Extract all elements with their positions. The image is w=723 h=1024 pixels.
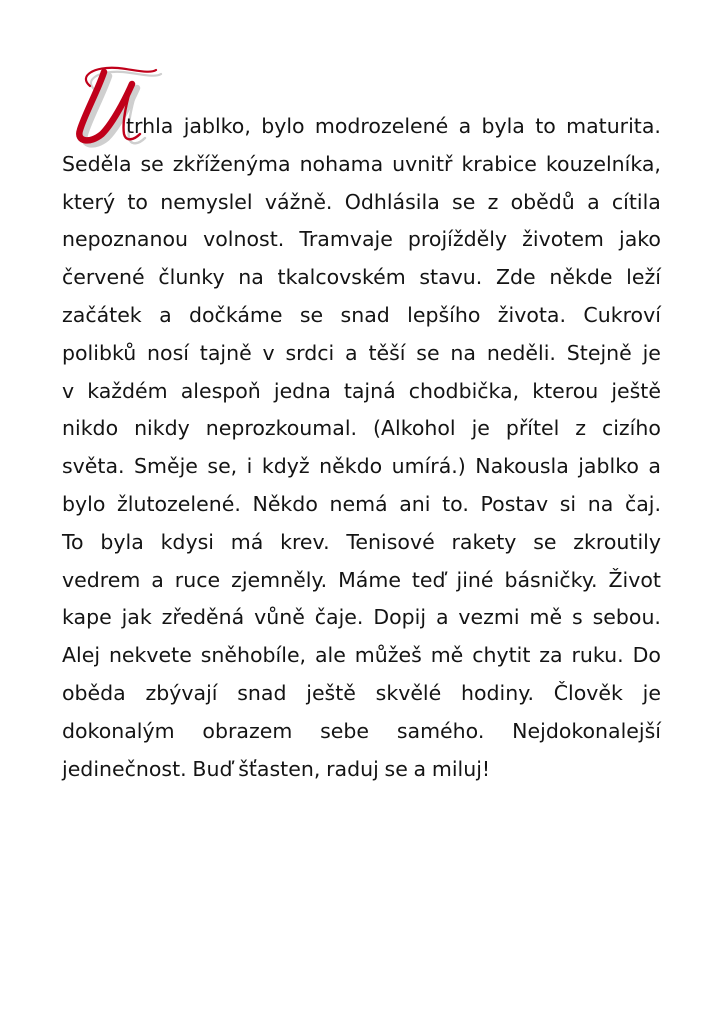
word: vůně xyxy=(254,605,305,630)
word: sebou. xyxy=(592,605,661,630)
word: žlutozelené. xyxy=(117,491,241,516)
word: těší xyxy=(368,340,406,365)
word: byla xyxy=(100,529,144,554)
word: a xyxy=(345,340,358,365)
word: neprozkoumal. xyxy=(205,416,358,441)
word: Zde xyxy=(495,265,536,290)
paragraph-line xyxy=(62,259,661,297)
word: samého. xyxy=(396,718,485,743)
word: a xyxy=(648,454,661,479)
paragraph-line xyxy=(62,637,661,675)
word: je xyxy=(642,680,661,705)
word: jedinečnost. xyxy=(62,756,187,781)
word: dokonalým xyxy=(62,718,175,743)
word: chodbička, xyxy=(408,378,520,403)
word: vezmi xyxy=(458,605,520,630)
word: vážně. xyxy=(264,189,333,214)
word: člunky xyxy=(158,265,225,290)
word: si xyxy=(559,491,577,516)
word: Člověk xyxy=(553,680,623,705)
word: z xyxy=(575,416,586,441)
word: Nakousla xyxy=(475,454,569,479)
word: cizího xyxy=(601,416,661,441)
word: se xyxy=(299,302,324,327)
paragraph-line xyxy=(62,335,661,373)
word: ještě xyxy=(611,378,661,403)
word: kape xyxy=(62,605,112,630)
word: a xyxy=(458,114,472,138)
word: každém xyxy=(87,378,168,403)
word: bylo xyxy=(261,114,305,138)
word: lepšího xyxy=(407,302,481,327)
word: nosí xyxy=(147,340,189,365)
word: životem xyxy=(522,227,604,252)
word: zkroutily xyxy=(573,529,661,554)
word: se xyxy=(416,340,440,365)
word: Do xyxy=(632,643,661,668)
word: někdo xyxy=(319,454,383,479)
word: jedna xyxy=(273,378,331,403)
word: jiné xyxy=(456,567,494,592)
paragraph-line xyxy=(62,297,661,335)
word: čaj. xyxy=(624,491,661,516)
word: projížděly xyxy=(407,227,508,252)
word: začátek xyxy=(62,302,142,327)
word: Směje xyxy=(134,454,198,479)
word: to xyxy=(535,114,556,138)
paragraph-line xyxy=(62,675,661,713)
word: krev. xyxy=(280,529,330,554)
word: a xyxy=(413,756,427,781)
word: a xyxy=(587,189,600,214)
word: Dopij xyxy=(373,605,427,630)
word: stavu. xyxy=(419,265,483,290)
word: to. xyxy=(442,491,469,516)
word: života. xyxy=(497,302,567,327)
word: nikdo xyxy=(62,416,119,441)
word: v xyxy=(262,340,275,365)
word: s xyxy=(572,605,583,630)
word: jablko xyxy=(578,454,639,479)
word: ještě xyxy=(306,680,356,705)
word: maturita. xyxy=(566,114,661,138)
word: Buď xyxy=(192,756,233,781)
word: chytit xyxy=(472,643,531,668)
word: trhla xyxy=(126,114,174,138)
word: jak xyxy=(121,605,152,630)
word: polibků xyxy=(62,340,137,365)
paragraph-line xyxy=(62,373,661,411)
paragraph-line xyxy=(62,713,661,751)
word: za xyxy=(539,643,563,668)
word: na xyxy=(587,491,614,516)
word: nepoznanou xyxy=(62,227,189,252)
word: umírá.) xyxy=(391,454,466,479)
word: alespoň xyxy=(180,378,261,403)
word: cítila xyxy=(611,189,661,214)
paragraph-line xyxy=(62,448,661,486)
word: Život xyxy=(608,567,661,592)
word: čaje. xyxy=(314,605,364,630)
word: tajně xyxy=(199,340,252,365)
word: jablko, xyxy=(183,114,251,138)
paragraph-line xyxy=(62,410,661,448)
word: byla xyxy=(481,114,525,138)
word: snad xyxy=(237,680,287,705)
word: snad xyxy=(340,302,390,327)
word: je xyxy=(471,416,490,441)
paragraph-line xyxy=(62,751,661,789)
word: mě xyxy=(529,605,563,630)
word: kdysi xyxy=(160,529,214,554)
word: hodiny. xyxy=(461,680,534,705)
word: a xyxy=(159,302,172,327)
word: a xyxy=(151,567,164,592)
word: volnost. xyxy=(203,227,285,252)
word: (Alkohol xyxy=(372,416,456,441)
word: sněhobíle, xyxy=(200,643,307,668)
word: někde xyxy=(549,265,613,290)
word: můžeš xyxy=(354,643,422,668)
word: kterou xyxy=(532,378,599,403)
word: teď xyxy=(411,567,446,592)
word: nohama xyxy=(299,151,384,176)
word: obědů xyxy=(510,189,575,214)
word: mě xyxy=(430,643,464,668)
paragraph xyxy=(62,108,661,788)
word: sebe xyxy=(320,718,370,743)
word: kouzelníka, xyxy=(545,151,661,176)
word: nemyslel xyxy=(160,189,253,214)
word: uvnitř xyxy=(392,151,453,176)
word: zkříženýma xyxy=(172,151,291,176)
word: raduj xyxy=(326,756,379,781)
word: Tramvaje xyxy=(299,227,393,252)
word: je xyxy=(642,340,661,365)
paragraph-line xyxy=(62,108,661,146)
word: vedrem xyxy=(62,567,141,592)
word: skvělé xyxy=(375,680,442,705)
word: přítel xyxy=(505,416,560,441)
word: Alej xyxy=(62,643,101,668)
word: se xyxy=(384,756,408,781)
paragraph-line xyxy=(62,184,661,222)
word: modrozelené xyxy=(314,114,449,138)
word: šťasten, xyxy=(238,756,321,781)
word: nikdy xyxy=(134,416,190,441)
word: dočkáme xyxy=(189,302,283,327)
paragraph-line xyxy=(62,221,661,259)
word: zbývají xyxy=(145,680,218,705)
word: nekvete xyxy=(108,643,192,668)
word: zjemněly. xyxy=(231,567,328,592)
word: ale xyxy=(314,643,346,668)
word: tkalcovském xyxy=(277,265,406,290)
word: se xyxy=(533,529,557,554)
word: jako xyxy=(619,227,661,252)
word: Máme xyxy=(338,567,401,592)
word: Nejdokonalejší xyxy=(512,718,661,743)
word: když xyxy=(261,454,310,479)
word: neděli. xyxy=(486,340,556,365)
word: básničky. xyxy=(504,567,598,592)
word: srdci xyxy=(285,340,335,365)
word: Postav xyxy=(480,491,549,516)
paragraph-line xyxy=(62,524,661,562)
word: na xyxy=(238,265,264,290)
word: který xyxy=(62,189,116,214)
word: miluj! xyxy=(431,756,491,781)
word: Stejně xyxy=(566,340,632,365)
paragraph-line xyxy=(62,486,661,524)
paragraph-line xyxy=(62,146,661,184)
word: oběda xyxy=(62,680,126,705)
word: To xyxy=(62,529,84,554)
word: Cukroví xyxy=(583,302,661,327)
word: ruku. xyxy=(571,643,624,668)
word: má xyxy=(230,529,264,554)
word: světa. xyxy=(62,454,125,479)
word: tajná xyxy=(343,378,396,403)
word: to xyxy=(127,189,148,214)
word: se xyxy=(140,151,164,176)
word: ani xyxy=(399,491,431,516)
word: i xyxy=(246,454,253,479)
word: se xyxy=(452,189,476,214)
word: na xyxy=(450,340,476,365)
word: krabice xyxy=(461,151,537,176)
word: bylo xyxy=(62,491,106,516)
word: nemá xyxy=(329,491,388,516)
paragraph-line xyxy=(62,599,661,637)
word: červené xyxy=(62,265,145,290)
word: Seděla xyxy=(62,151,132,176)
word: rakety xyxy=(451,529,517,554)
word: zředěná xyxy=(161,605,245,630)
word: ruce xyxy=(174,567,221,592)
paragraph-line xyxy=(62,562,661,600)
word: z xyxy=(487,189,499,214)
word: a xyxy=(435,605,449,630)
word: obrazem xyxy=(202,718,293,743)
word: leží xyxy=(626,265,661,290)
word: Tenisové xyxy=(346,529,435,554)
word: se, xyxy=(207,454,238,479)
word: v xyxy=(62,378,75,403)
word: Odhlásila xyxy=(344,189,440,214)
word: Někdo xyxy=(252,491,318,516)
